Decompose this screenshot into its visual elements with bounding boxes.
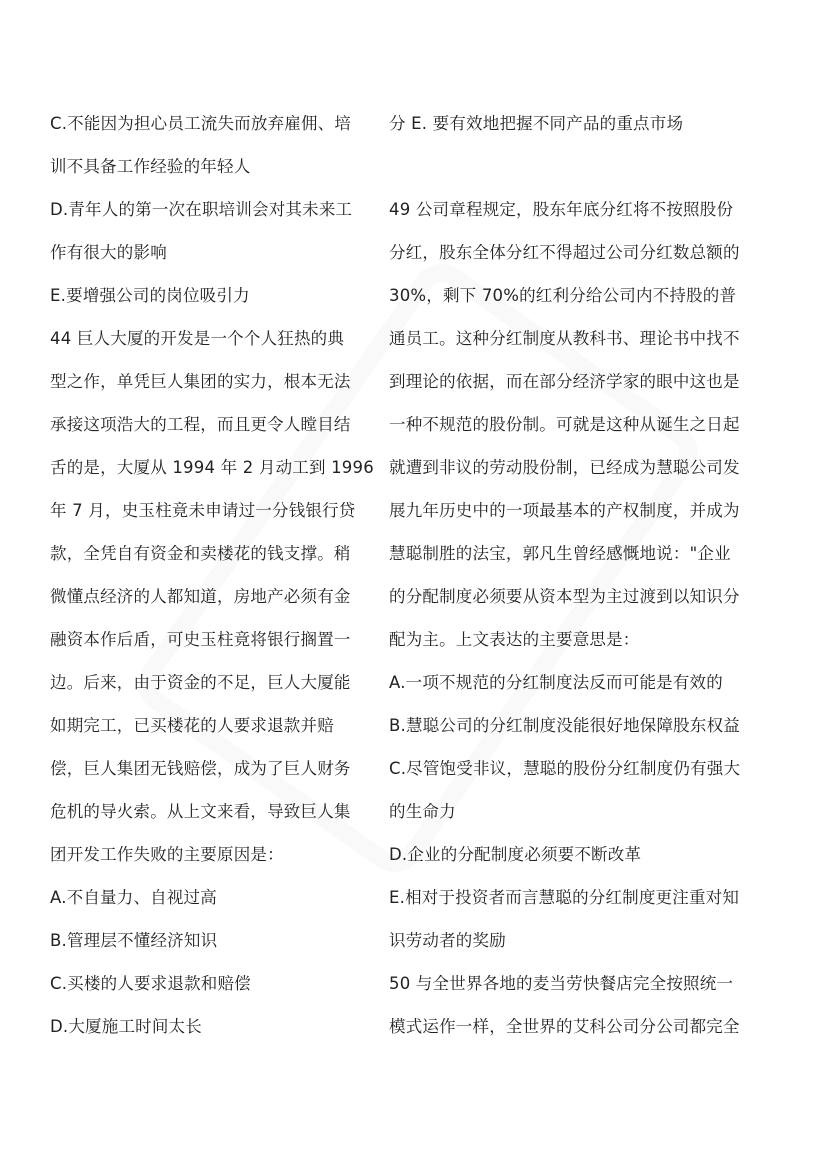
- text-line: 款，全凭自有资金和卖楼花的钱支撑。稍: [50, 544, 351, 563]
- text-line: 作有很大的影响: [50, 243, 167, 262]
- text-line: 的分配制度必须要从资本型为主过渡到以知识分: [389, 587, 740, 606]
- text-line: D.大厦施工时间太长: [50, 1017, 202, 1036]
- text-line: 边。后来，由于资金的不足，巨人大厦能: [50, 673, 351, 692]
- text-line: D.青年人的第一次在职培训会对其未来工: [50, 200, 353, 219]
- text-line: 危机的导火索。从上文来看，导致巨人集: [50, 802, 351, 821]
- text-line: 舌的是，大厦从 1994 年 2 月动工到 1996: [50, 458, 374, 477]
- text-line: 团开发工作失败的主要原因是：: [50, 845, 284, 864]
- text-line: 50 与全世界各地的麦当劳快餐店完全按照统一: [389, 974, 734, 993]
- text-line: 到理论的依据，而在部分经济学家的眼中这也是: [389, 372, 740, 391]
- text-line: E.相对于投资者而言慧聪的分红制度更注重对知: [389, 888, 740, 907]
- text-line: D.企业的分配制度必须要不断改革: [389, 845, 642, 864]
- text-line: C.不能因为担心员工流失而放弃雇佣、培: [50, 114, 352, 133]
- text-line: 配为主。上文表达的主要意思是：: [389, 630, 640, 649]
- left-column: [50, 102, 374, 1048]
- text-line: A.不自量力、自视过高: [50, 888, 217, 907]
- text-line: 30%，剩下 70%的红利分给公司内不持股的普: [389, 286, 737, 305]
- text-line: 训不具备工作经验的年轻人: [50, 157, 251, 176]
- text-line: C.尽管饱受非议，慧聪的股份分红制度仍有强大: [389, 759, 741, 778]
- text-line: 识劳动者的奖励: [389, 931, 506, 950]
- text-line: B.管理层不懂经济知识: [50, 931, 218, 950]
- text-line: [389, 145, 749, 188]
- text-line: 承接这项浩大的工程，而且更令人瞠目结: [50, 415, 351, 434]
- text-line: 展九年历史中的一项最基本的产权制度，并成为: [389, 501, 740, 520]
- text-line: 偿，巨人集团无钱赔偿，成为了巨人财务: [50, 759, 351, 778]
- text-line: C.买楼的人要求退款和赔偿: [50, 974, 251, 993]
- text-line: 型之作，单凭巨人集团的实力，根本无法: [50, 372, 351, 391]
- text-line: 年 7 月，史玉柱竟未申请过一分钱银行贷: [50, 501, 356, 520]
- text-line: 的生命力: [389, 802, 456, 821]
- text-line: 融资本作后盾，可史玉柱竟将银行搁置一: [50, 630, 351, 649]
- text-line: 一种不规范的股份制。可就是这种从诞生之日起: [389, 415, 740, 434]
- text-line: 如期完工，已买楼花的人要求退款并赔: [50, 716, 334, 735]
- right-column: [389, 102, 749, 1048]
- text-line: 慧聪制胜的法宝，郭凡生曾经感慨地说："企业: [389, 544, 731, 563]
- text-line: 分 E. 要有效地把握不同产品的重点市场: [389, 114, 684, 133]
- text-line: 通员工。这种分红制度从教科书、理论书中找不: [389, 329, 740, 348]
- text-line: B.慧聪公司的分红制度没能很好地保障股东权益: [389, 716, 740, 735]
- text-line: 微懂点经济的人都知道，房地产必须有金: [50, 587, 351, 606]
- text-line: 模式运作一样，全世界的艾科公司分公司都完全: [389, 1017, 740, 1036]
- text-line: 就遭到非议的劳动股份制，已经成为慧聪公司发: [389, 458, 740, 477]
- text-line: 44 巨人大厦的开发是一个个人狂热的典: [50, 329, 345, 348]
- text-line: 分红，股东全体分红不得超过公司分红数总额的: [389, 243, 740, 262]
- text-line: A.一项不规范的分红制度法反而可能是有效的: [389, 673, 723, 692]
- text-line: 49 公司章程规定，股东年底分红将不按照股份: [389, 200, 734, 219]
- text-line: E.要增强公司的岗位吸引力: [50, 286, 250, 305]
